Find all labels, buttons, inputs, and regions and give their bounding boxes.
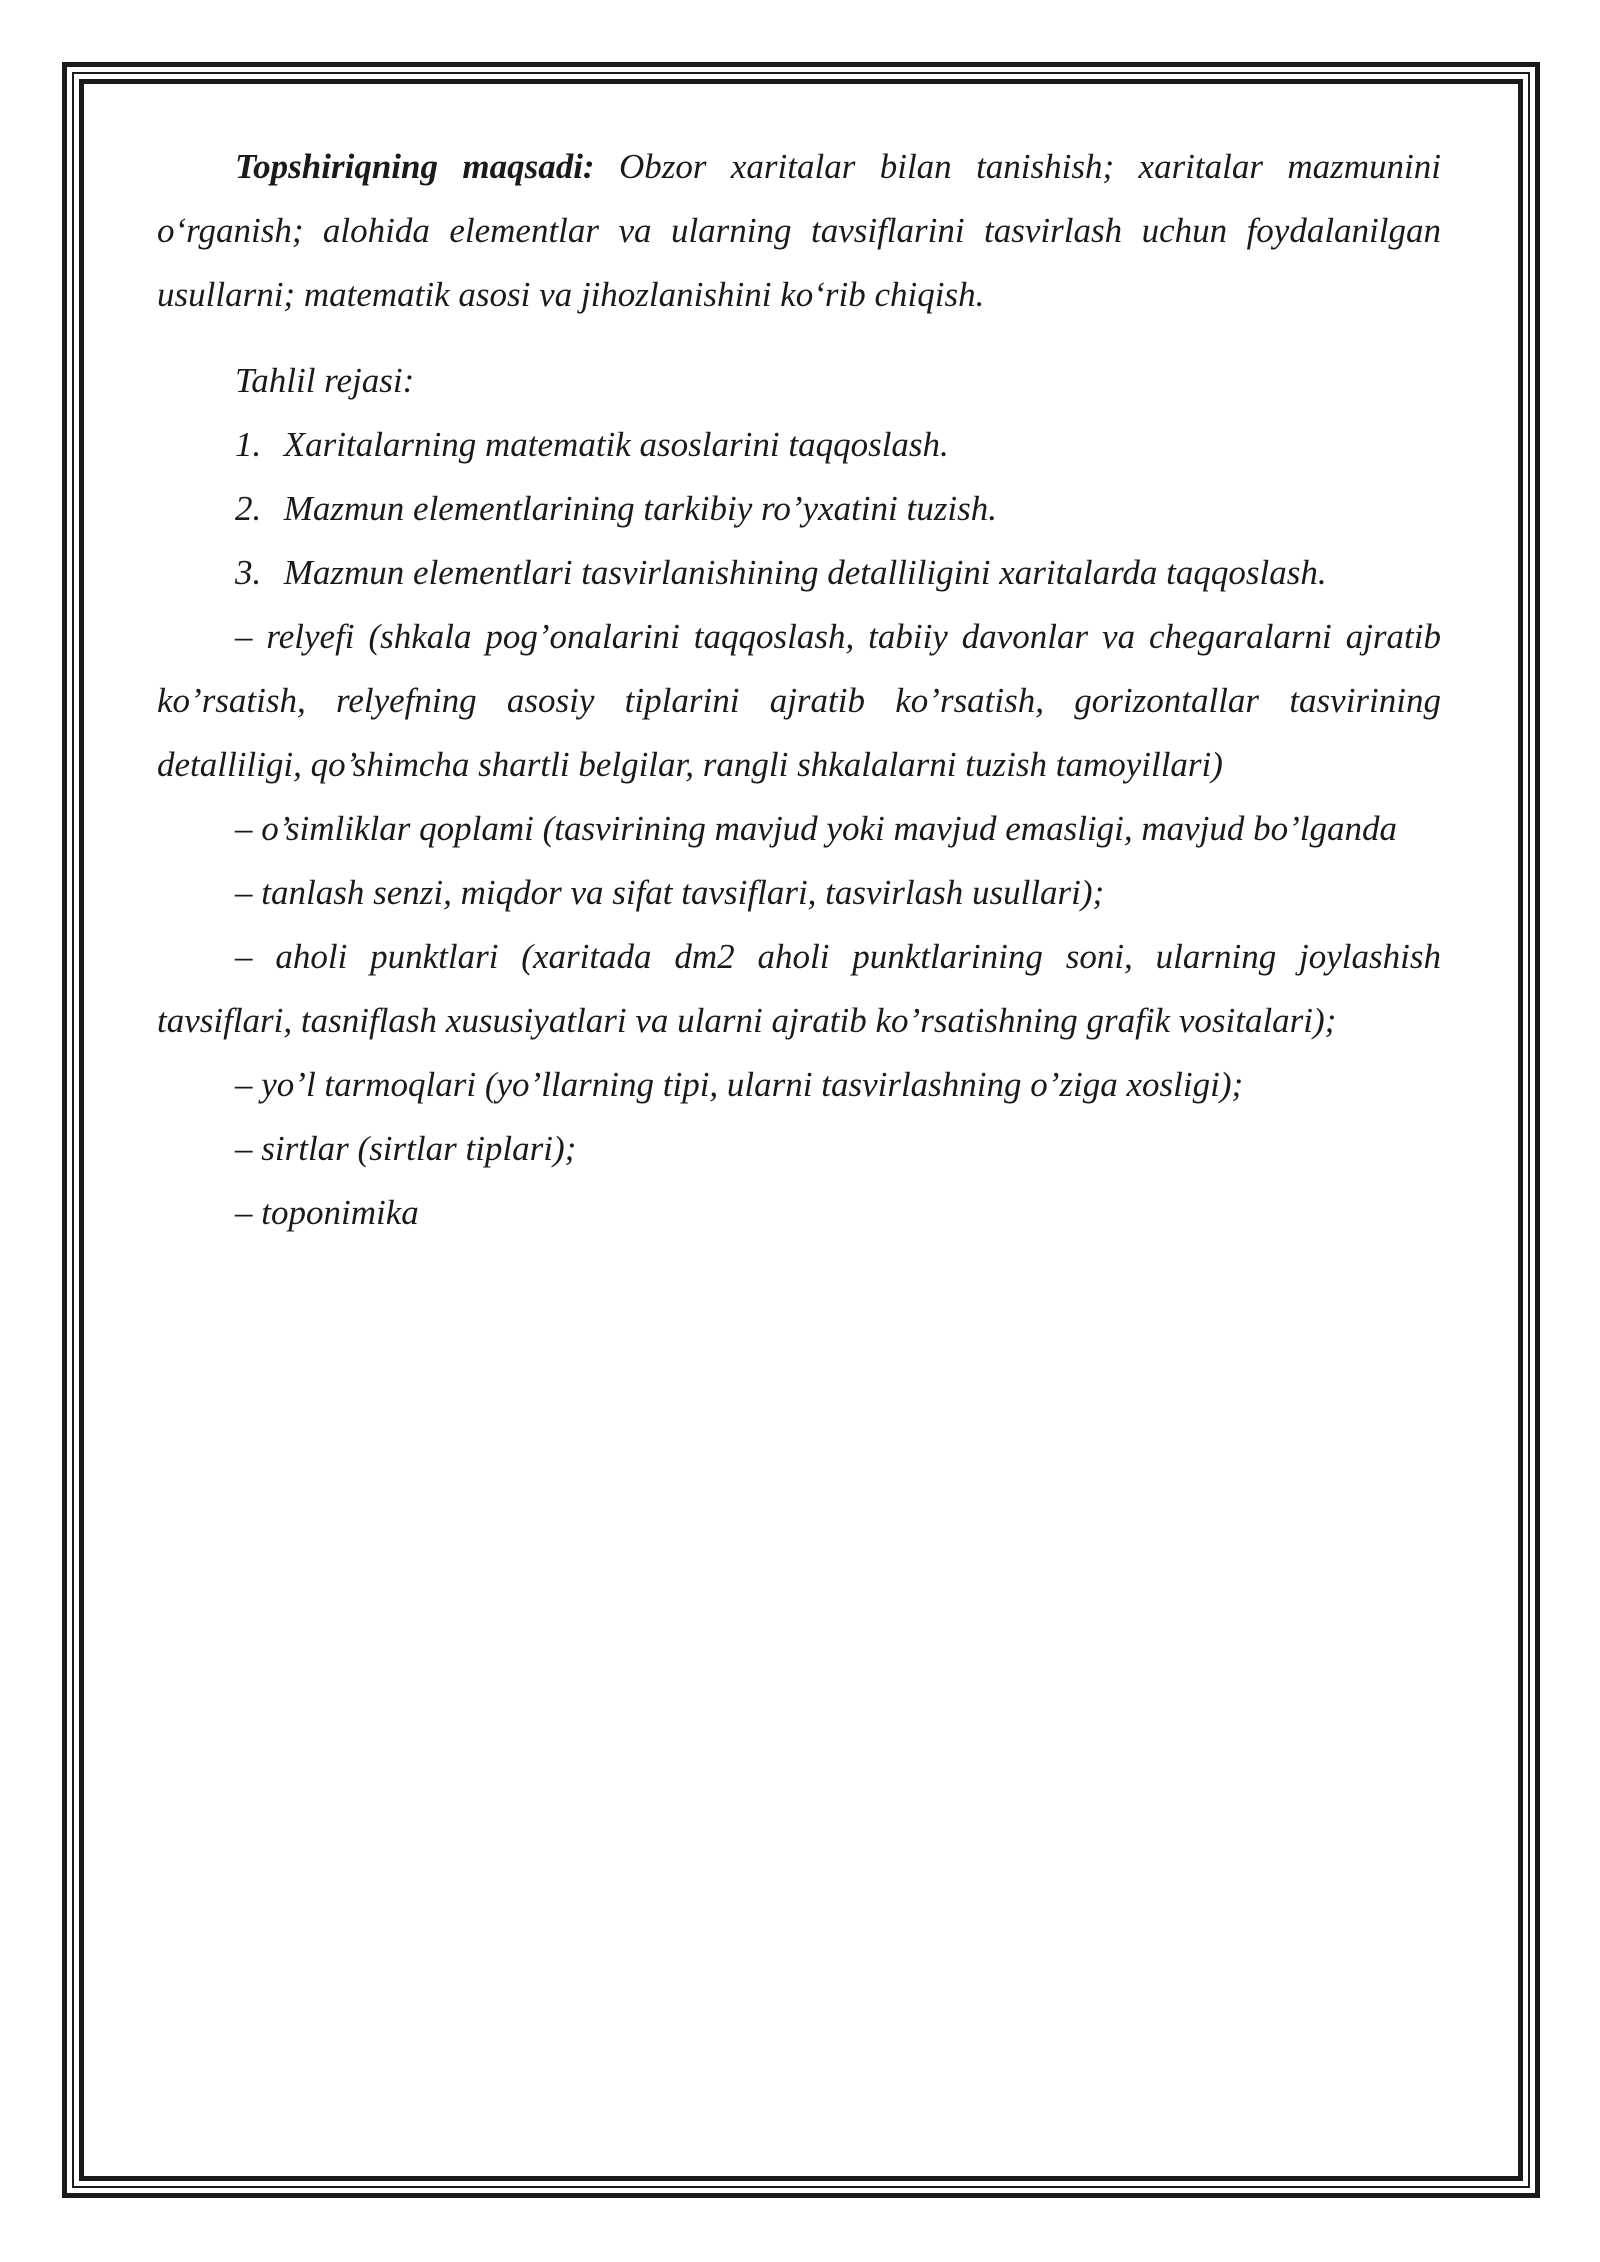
bullet-roads: – yo’l tarmoqlari (yo’llarning tipi, ularni tasvirlashning o’ziga xosligi); xyxy=(235,1065,1244,1104)
plan-item-text: Mazmun elementlarining tarkibiy ro’yxatini tuzish. xyxy=(283,489,997,528)
bullet-selection: – tanlash senzi, miqdor va sifat tavsiflari, tasvirlash usullari); xyxy=(235,873,1105,912)
goal-paragraph xyxy=(157,135,1441,327)
bullet-vegetation: – o’simliklar qoplami (tasvirining mavjud yoki mavjud emasligi, mavjud bo’lganda xyxy=(235,809,1398,848)
goal-label: Topshiriqning maqsadi: xyxy=(235,147,595,186)
plan-item-number: 3. xyxy=(235,553,262,592)
plan-item xyxy=(157,413,1441,477)
document-body xyxy=(157,135,1441,1245)
plan-item xyxy=(157,541,1441,605)
bullet-relief: – relyefi (shkala pog’onalarini taqqoslash, tabiiy davonlar va chegaralarni ajratib ko’rsatish, relyefning asosiy tiplarini ajratib ko’rsatish, gorizontallar tasvirining detalliligi, qo’shimcha shartli belgilar, rangli shkalalarni tuzish tamoyillari) xyxy=(157,617,1441,784)
plan-title: Tahlil rejasi: xyxy=(235,361,415,400)
bullet-toponymy: – toponimika xyxy=(235,1193,419,1232)
plan-list xyxy=(157,413,1441,605)
plan-item-text: Xaritalarning matematik asoslarini taqqoslash. xyxy=(283,425,949,464)
plan-item xyxy=(157,477,1441,541)
goal-text: Obzor xaritalar bilan tanishish; xaritalar mazmunini o‘rganish; alohida elementlar va ularning tavsiflarini tasvirlash uchun foydalanilgan usullarni; matematik asosi va jihozlanishini ko‘rib chiqish. xyxy=(157,147,1441,314)
bullet-surfaces: – sirtlar (sirtlar tiplari); xyxy=(235,1129,577,1168)
plan-item-number: 2. xyxy=(235,489,262,528)
plan-item-text: Mazmun elementlari tasvirlanishining detalliligini xaritalarda taqqoslash. xyxy=(283,553,1327,592)
bullet-settlements: – aholi punktlari (xaritada dm2 aholi punktlarining soni, ularning joylashish tavsiflari, tasniflash xususiyatlari va ularni ajratib ko’rsatishning grafik vositalari); xyxy=(157,937,1441,1040)
plan-item-number: 1. xyxy=(235,425,262,464)
